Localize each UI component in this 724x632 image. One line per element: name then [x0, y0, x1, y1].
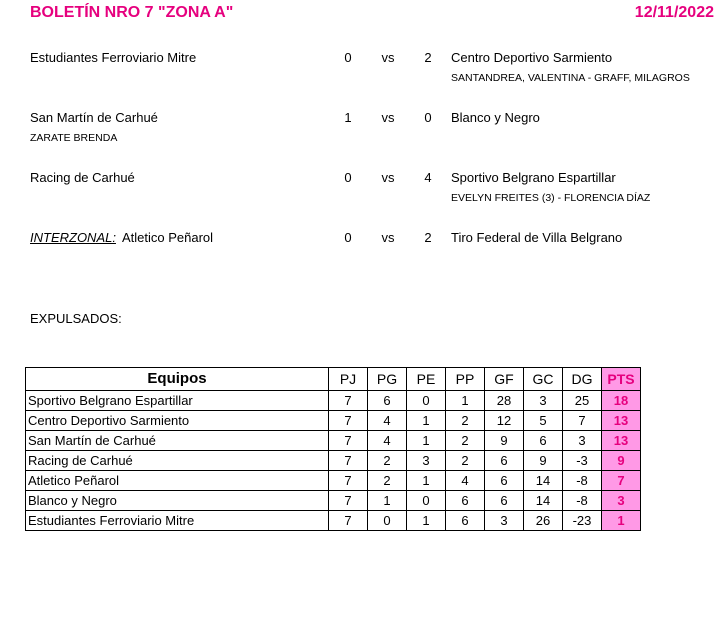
cell-gf: 6: [485, 471, 524, 491]
away-team: Blanco y Negro: [451, 110, 540, 125]
away-goals: 0: [424, 110, 432, 125]
expulsados-label: EXPULSADOS:: [30, 311, 122, 326]
vs-label: vs: [381, 170, 395, 185]
cell-pp: 2: [446, 411, 485, 431]
cell-team: Racing de Carhué: [26, 451, 329, 471]
table-row: [26, 411, 641, 431]
cell-dg: -3: [563, 451, 602, 471]
table-row: [26, 391, 641, 411]
header-dg: DG: [563, 368, 602, 391]
cell-pg: 2: [368, 471, 407, 491]
header-pg: PG: [368, 368, 407, 391]
cell-gf: 3: [485, 511, 524, 531]
cell-pe: 1: [407, 411, 446, 431]
away-scorers: EVELYN FREITES (3) - FLORENCIA DÍAZ: [451, 192, 651, 204]
vs-label: vs: [381, 230, 395, 245]
table-header-row: [26, 368, 641, 391]
away-team: Tiro Federal de Villa Belgrano: [451, 230, 623, 245]
cell-pp: 6: [446, 511, 485, 531]
cell-gf: 28: [485, 391, 524, 411]
away-team: Sportivo Belgrano Espartillar: [451, 170, 616, 185]
home-team: San Martín de Carhué: [30, 110, 158, 125]
cell-dg: -23: [563, 511, 602, 531]
cell-gc: 3: [524, 391, 563, 411]
cell-gf: 6: [485, 451, 524, 471]
cell-gc: 14: [524, 491, 563, 511]
header-pe: PE: [407, 368, 446, 391]
cell-pg: 4: [368, 431, 407, 451]
header-pts: PTS: [602, 368, 641, 391]
cell-team: Estudiantes Ferroviario Mitre: [26, 511, 329, 531]
standings-table: [25, 367, 641, 531]
home-team: Racing de Carhué: [30, 170, 135, 185]
cell-pg: 2: [368, 451, 407, 471]
home-team: Estudiantes Ferroviario Mitre: [30, 50, 197, 65]
home-scorers: ZARATE BRENDA: [30, 132, 118, 144]
cell-pe: 1: [407, 471, 446, 491]
cell-dg: -8: [563, 471, 602, 491]
cell-pe: 1: [407, 511, 446, 531]
cell-dg: 25: [563, 391, 602, 411]
cell-pts: 1: [602, 511, 641, 531]
home-goals: 1: [344, 110, 352, 125]
cell-pp: 6: [446, 491, 485, 511]
cell-pp: 4: [446, 471, 485, 491]
cell-gc: 26: [524, 511, 563, 531]
cell-gc: 9: [524, 451, 563, 471]
cell-pj: 7: [329, 491, 368, 511]
cell-pe: 3: [407, 451, 446, 471]
cell-pe: 1: [407, 431, 446, 451]
header-pp: PP: [446, 368, 485, 391]
cell-pj: 7: [329, 451, 368, 471]
cell-pp: 2: [446, 431, 485, 451]
table-row: [26, 431, 641, 451]
cell-pts: 9: [602, 451, 641, 471]
header-gf: GF: [485, 368, 524, 391]
cell-gc: 14: [524, 471, 563, 491]
cell-pj: 7: [329, 391, 368, 411]
header-gc: GC: [524, 368, 563, 391]
cell-team: Centro Deportivo Sarmiento: [26, 411, 329, 431]
vs-label: vs: [381, 110, 395, 125]
bulletin-title: BOLETÍN NRO 7 "ZONA A": [30, 4, 234, 21]
home-team: Atletico Peñarol: [121, 230, 214, 245]
away-team: Centro Deportivo Sarmiento: [451, 50, 613, 65]
cell-pj: 7: [329, 411, 368, 431]
table-row: [26, 471, 641, 491]
cell-pg: 6: [368, 391, 407, 411]
cell-pg: 0: [368, 511, 407, 531]
away-scorers: SANTANDREA, VALENTINA - GRAFF, MILAGROS: [451, 72, 690, 84]
cell-dg: 7: [563, 411, 602, 431]
vs-label: vs: [381, 50, 395, 65]
cell-dg: -8: [563, 491, 602, 511]
cell-pe: 0: [407, 391, 446, 411]
cell-pts: 13: [602, 431, 641, 451]
cell-pts: 18: [602, 391, 641, 411]
cell-pg: 4: [368, 411, 407, 431]
cell-gf: 9: [485, 431, 524, 451]
header-pj: PJ: [329, 368, 368, 391]
cell-pp: 1: [446, 391, 485, 411]
cell-pj: 7: [329, 431, 368, 451]
cell-gf: 12: [485, 411, 524, 431]
cell-gc: 5: [524, 411, 563, 431]
table-row: [26, 451, 641, 471]
cell-pts: 7: [602, 471, 641, 491]
cell-dg: 3: [563, 431, 602, 451]
away-goals: 2: [424, 50, 432, 65]
home-goals: 0: [344, 230, 352, 245]
home-goals: 0: [344, 170, 352, 185]
table-row: [26, 511, 641, 531]
cell-team: San Martín de Carhué: [26, 431, 329, 451]
home-goals: 0: [344, 50, 352, 65]
away-goals: 4: [424, 170, 432, 185]
cell-team: Sportivo Belgrano Espartillar: [26, 391, 329, 411]
cell-team: Atletico Peñarol: [26, 471, 329, 491]
cell-pp: 2: [446, 451, 485, 471]
table-row: [26, 491, 641, 511]
away-goals: 2: [424, 230, 432, 245]
cell-gf: 6: [485, 491, 524, 511]
cell-pe: 0: [407, 491, 446, 511]
interzonal-label: INTERZONAL:: [30, 230, 116, 245]
cell-pts: 13: [602, 411, 641, 431]
cell-pj: 7: [329, 511, 368, 531]
cell-pts: 3: [602, 491, 641, 511]
cell-pj: 7: [329, 471, 368, 491]
cell-pg: 1: [368, 491, 407, 511]
cell-team: Blanco y Negro: [26, 491, 329, 511]
header-equipos: Equipos: [26, 368, 329, 391]
cell-gc: 6: [524, 431, 563, 451]
bulletin-date: 12/11/2022: [634, 4, 714, 21]
